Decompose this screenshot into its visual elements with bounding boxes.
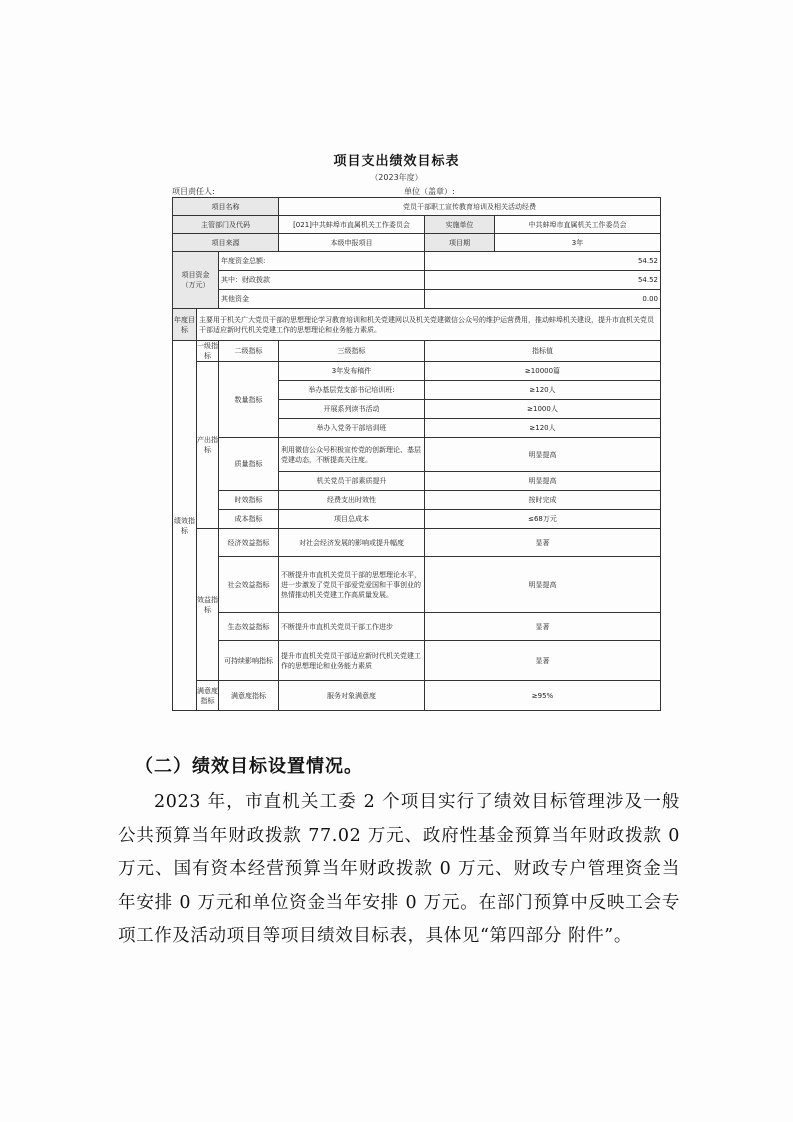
benefit-label: 效益指标 [197,529,219,681]
value-header: 指标值 [425,341,661,362]
body-paragraph: 2023 年，市直机关工委 2 个项目实行了绩效目标管理涉及一般公共预算当年财政拨款 77.02 万元、政府性基金预算当年财政拨款 0 万元、国有资本经营预算当年财政拨款 0 万元、财政专户管理资金当年安排 0 万元和单位资金当年安排 0 万元。在部门预算中反映工会专项工作及活动项目等项目绩效目标表，具体见“第四部分 附件”。 [118,792,680,946]
source-value: 本级申报项目 [279,234,425,252]
sustain-label: 可持续影响指标 [219,641,279,681]
funds-label: 项目资金（万元） [173,252,219,309]
annual-total-value: 54.52 [425,252,661,271]
source-label: 项目来源 [173,234,279,252]
indicator-e1-value: 显著 [425,529,661,557]
indicator-q3-value: ≥1000人 [425,400,661,419]
indicator-p1-value: 显著 [425,641,661,681]
indicator-c1-value: ≤68万元 [425,510,661,529]
other-funds-label: 其他资金 [219,290,425,309]
quantity-label: 数量指标 [219,362,279,438]
indicator-s1-value: 明显提高 [425,557,661,613]
social-label: 社会效益指标 [219,557,279,613]
time-label: 时效指标 [219,491,279,510]
fiscal-value: 54.52 [425,271,661,290]
quality-label: 质量指标 [219,438,279,491]
indicator-q3: 开展系列读书活动 [279,400,425,419]
dept-label: 主管部门及代码 [173,216,279,234]
indicator-e1: 对社会经济发展的影响或提升幅度 [279,529,425,557]
indicator-t1-value: 按时完成 [425,491,661,510]
project-name-value: 党员干部职工宣传教育培训及相关活动经费 [279,198,661,216]
indicator-q2-value: ≥120人 [425,381,661,400]
responsible-label: 项目责任人: [172,187,215,196]
table-title: 项目支出绩效目标表 [333,154,460,169]
sat-label: 满意度指标 [219,681,279,711]
period-label: 项目期 [425,234,495,252]
indicator-g1-value: 显著 [425,613,661,641]
indicator-q4-value: ≥120人 [425,419,661,438]
level2-header: 二级指标 [219,341,279,362]
indicators-label: 绩效指标 [173,341,197,711]
dept-value: [021]中共蚌埠市直属机关工作委员会 [279,216,425,234]
eco-label: 生态效益指标 [219,613,279,641]
other-funds-value: 0.00 [425,290,661,309]
indicator-p1: 提升市直机关党员干部适应新时代机关党建工作的思想理论和业务能力素质 [279,641,425,681]
level1-header: 一级指标 [197,342,218,360]
performance-table [172,197,661,711]
indicator-ql2: 机关党员干部素质提升 [279,472,425,491]
indicator-c1: 项目总成本 [279,510,425,529]
indicator-q1-value: ≥10000篇 [425,362,661,381]
indicator-ql1-value: 明显提高 [425,438,661,472]
indicator-t1: 经费支出时效性 [279,491,425,510]
goal-label: 年度目标 [173,309,197,341]
impl-label: 实施单位 [425,216,495,234]
econ-label: 经济效益指标 [219,529,279,557]
period-value: 3年 [495,234,661,252]
output-label: 产出指标 [197,362,219,529]
fiscal-label: 其中：财政拨款 [219,271,425,290]
indicator-sat1: 服务对象满意度 [279,681,425,711]
impl-value: 中共蚌埠市直属机关工作委员会 [495,216,661,234]
indicator-sat1-value: ≥95% [425,681,661,711]
level3-header: 三级指标 [279,341,425,362]
table-year: （2023年度） [370,173,423,182]
cost-label: 成本指标 [219,510,279,529]
satisfaction-label: 满意度指标 [197,681,219,711]
goal-text: 主要用于机关广大党员干部的思想理论学习教育培训和机关党建网以及机关党建微信公众号的维护运营费用，推动蚌埠机关建设，提升市直机关党员干部适应新时代机关党建工作的思想理论和业务能力素质。 [197,309,661,341]
project-name-label: 项目名称 [173,198,279,216]
indicator-q1: 3年发布稿件 [279,362,425,381]
section-heading: （二）绩效目标设置情况。 [135,756,363,777]
indicator-ql1: 利用微信公众号积极宣传党的创新理论、基层党建动态，不断提高关注度。 [279,438,425,472]
indicator-s1: 不断提升市直机关党员干部的思想理论水平，进一步激发了党员干部爱党爱国和干事创业的热情推动机关党建工作高质量发展。 [279,557,425,613]
annual-total-label: 年度资金总额: [219,252,425,271]
indicator-q2: 举办基层党支部书记培训班: [279,381,425,400]
indicator-ql2-value: 明显提高 [425,472,661,491]
unit-label: 单位（盖章）: [404,187,455,196]
indicator-g1: 不断提升市直机关党员干部工作进步 [279,613,425,641]
indicator-q4: 举办入党务干部培训班 [279,419,425,438]
